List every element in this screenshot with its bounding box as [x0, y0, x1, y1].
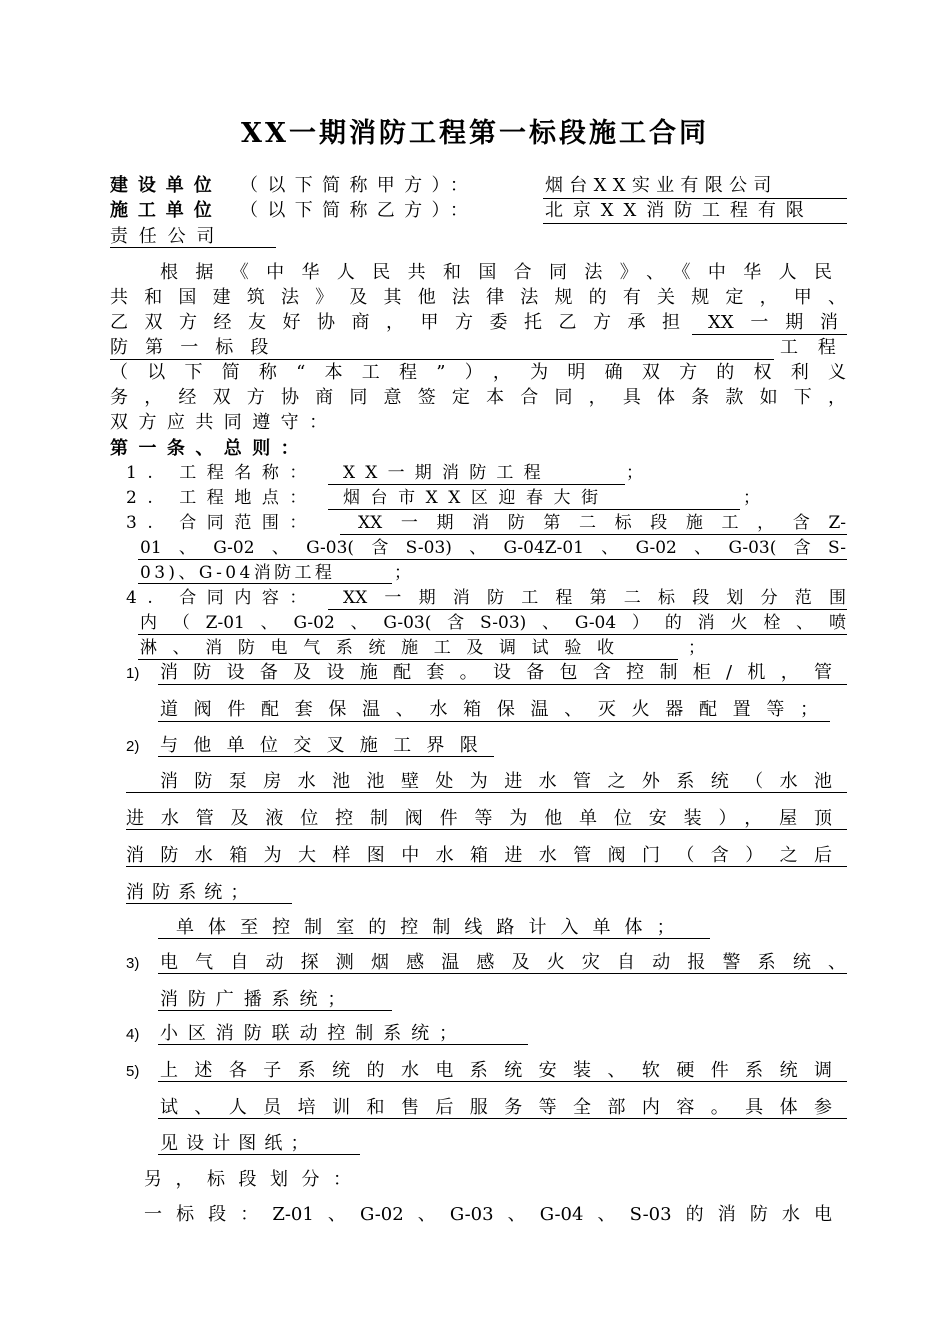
item1-end: ；	[626, 463, 643, 483]
preamble-line1: 根据《中华人民共和国合同法》、《中华人民	[160, 262, 832, 283]
subitem2-line1: 与他单位交叉施工界限	[160, 735, 493, 756]
subitem3-underline-2	[158, 1010, 392, 1011]
owner-note: （以下简称甲方）：	[240, 175, 478, 196]
subitem3-underline-1	[158, 973, 847, 974]
item3-line1: XX一期消防第二标段施工，含Z-	[358, 513, 846, 533]
subitem2-underline-6	[158, 938, 710, 939]
preamble-project-underline-1	[692, 334, 847, 335]
division-intro: 另，标段划分：	[144, 1169, 365, 1190]
subitem3-number: 3)	[126, 955, 140, 972]
preamble-line3: 乙双方经友好协商，甲方委托乙方承担	[110, 312, 680, 333]
preamble-line4: 防第一标段	[110, 337, 286, 358]
subitem5-line1: 上述各子系统的水电系统安装、软硬件系统调	[160, 1060, 832, 1081]
preamble-project-underline-2	[110, 359, 774, 360]
division-line1: 一标段：Z-01、G-02、G-03、G-04、S-03的消防水电	[144, 1204, 832, 1225]
contractor-name-line2: 责任公司	[110, 226, 226, 247]
item1-value: XX一期消防工程	[343, 463, 551, 483]
item4-line1: XX一期消防工程第二标段划分范围	[343, 588, 846, 608]
subitem3-line1: 电气自动探测烟感温感及火灾自动报警系统、	[160, 952, 846, 973]
subitem4-number: 4)	[126, 1026, 140, 1043]
item4-label: 4. 合同内容：	[126, 588, 317, 608]
subitem3-line2: 消防广播系统；	[160, 989, 356, 1010]
subitem5-underline-2	[158, 1118, 847, 1119]
owner-name-underline	[543, 198, 847, 199]
preamble-line2: 共和国建筑法》及其他法律法规的有关规定，甲、	[110, 287, 846, 308]
subitem2-underline-4	[126, 866, 847, 867]
contractor-name-underline-2	[110, 247, 276, 248]
subitem5-line2: 试、人员培训和售后服务等全部内容。具体参	[160, 1097, 832, 1118]
subitem5-underline-3	[158, 1154, 360, 1155]
preamble-line6: 务，经双方协商同意签定本合同，具体条款如下，	[110, 387, 846, 408]
item4-underline-3	[138, 659, 678, 660]
preamble-line7: 双方应共同遵守：	[110, 412, 338, 433]
item3-line3: 03)、G-04消防工程	[140, 563, 336, 583]
owner-label: 建设单位	[110, 175, 222, 196]
subitem2-para4: 消防系统；	[126, 882, 257, 903]
item1-underline	[328, 484, 625, 485]
owner-name: 烟台XX实业有限公司	[545, 175, 778, 196]
document-title: XX一期消防工程第一标段施工合同	[241, 118, 709, 149]
item4-end: ；	[688, 638, 705, 658]
item4-line3: 淋、消防电气系统施工及调试验收	[140, 638, 630, 658]
subitem2-underline-2	[126, 792, 847, 793]
item2-end: ；	[743, 488, 760, 508]
subitem2-underline-1	[158, 756, 494, 757]
item3-underline-1	[340, 534, 847, 535]
preamble-project-suffix: 工程	[780, 337, 856, 358]
item3-underline-3	[138, 583, 392, 584]
item4-underline-1	[328, 609, 847, 610]
item3-end: ；	[394, 563, 411, 583]
subitem2-number: 2)	[126, 738, 140, 755]
item4-underline-2	[138, 634, 847, 635]
subitem1-underline-2	[158, 721, 830, 722]
contractor-label: 施工单位	[110, 200, 222, 221]
subitem2-underline-5	[126, 903, 292, 904]
contractor-name-line1: 北京XX消防工程有限	[545, 200, 814, 221]
subitem2-underline-3	[126, 829, 847, 830]
item3-line2: 01、G-02、G-03(含S-03)、G-04Z-01、G-02、G-03(含S-	[140, 538, 846, 558]
item2-value: 烟台市XX区迎春大街	[343, 488, 609, 508]
subitem1-number: 1)	[126, 665, 140, 682]
subitem2-para2: 进水管及液位控制阀件等为他单位安装），屋顶	[126, 808, 832, 829]
subitem2-para3: 消防水箱为大样图中水箱进水管阀门（含）之后	[126, 845, 832, 866]
contractor-name-underline-1	[543, 223, 847, 224]
subitem2-para1: 消防泵房水池池壁处为进水管之外系统（水池	[160, 771, 832, 792]
subitem5-line3: 见设计图纸；	[160, 1133, 317, 1154]
subitem5-number: 5)	[126, 1063, 140, 1080]
subitem4-underline-1	[158, 1044, 528, 1045]
item1-label: 1. 工程名称：	[126, 463, 317, 483]
subitem1-line1: 消防设备及设施配套。设备包含控制柜/机，管	[160, 662, 832, 683]
item4-line2: 内（Z-01、G-02、G-03(含S-03)、G-04）的消火栓、喷	[140, 613, 846, 633]
subitem5-underline-1	[158, 1081, 847, 1082]
item2-label: 2. 工程地点：	[126, 488, 317, 508]
item3-label: 3. 合同范围：	[126, 513, 317, 533]
subitem1-underline-1	[158, 684, 847, 685]
item2-underline	[328, 509, 740, 510]
contractor-note: （以下简称乙方）：	[240, 200, 478, 221]
item3-underline-2	[138, 559, 847, 560]
subitem1-line2: 道阀件配套保温、水箱保温、灭火器配置等；	[160, 699, 818, 720]
subitem2-para5: 单体至控制室的控制线路计入单体；	[176, 917, 689, 938]
preamble-line5: （以下简称“本工程”），为明确双方的权利义	[110, 362, 846, 383]
article1-heading: 第一条、总则：	[110, 438, 310, 459]
subitem4-line1: 小区消防联动控制系统；	[160, 1023, 467, 1044]
preamble-project: XX一期消	[708, 312, 838, 333]
